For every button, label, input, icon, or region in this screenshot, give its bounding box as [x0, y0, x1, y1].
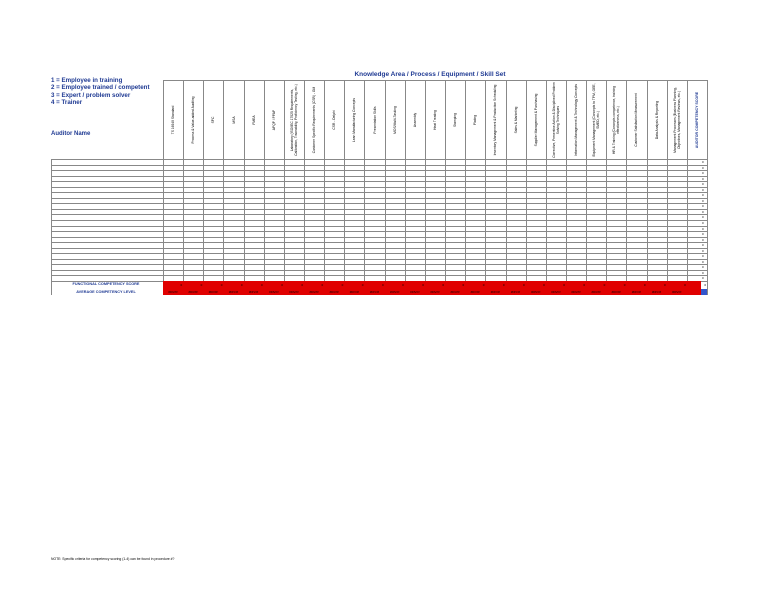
legend-line: 2 = Employee trained / competent	[51, 84, 150, 92]
functional-score-cell[interactable]: 0	[220, 283, 223, 287]
row-score-cell[interactable]: 0	[702, 237, 704, 242]
grid-line	[51, 220, 707, 221]
legend-line: 4 = Trainer	[51, 99, 83, 107]
row-score-cell[interactable]: 0	[702, 187, 704, 192]
column-header-label: Data Analysis & Reporting	[654, 100, 659, 139]
average-level-cell[interactable]: #DIV/0!	[208, 290, 219, 294]
row-score-cell[interactable]: 0	[702, 198, 704, 203]
competency-legend	[51, 77, 150, 107]
average-level-cell[interactable]: #DIV/0!	[289, 290, 299, 294]
column-header-label: Equipment Management (Concepts to TPM, OEE, SMED, etc.)	[592, 82, 601, 157]
average-level-cell[interactable]: #DIV/0!	[248, 290, 259, 294]
row-score-cell[interactable]: 0	[702, 193, 704, 198]
functional-score-cell[interactable]: 0	[583, 283, 586, 287]
column-header	[385, 80, 406, 159]
row-score-cell[interactable]: 0	[702, 209, 704, 214]
functional-score-cell[interactable]: 0	[442, 283, 445, 287]
grid-line	[51, 159, 707, 160]
grid-line	[51, 248, 707, 249]
grid-line	[51, 242, 707, 243]
grid-line	[707, 80, 708, 295]
average-level-cell[interactable]: #DIV/0!	[329, 290, 339, 294]
column-header	[203, 80, 224, 159]
grid-line	[51, 253, 707, 254]
functional-score-cell[interactable]: 0	[321, 283, 324, 287]
grid-line	[51, 165, 707, 166]
column-header-label: CSR - Delphi	[332, 109, 337, 130]
column-header	[566, 80, 587, 159]
grid-line	[51, 259, 707, 260]
functional-score-cell[interactable]: 0	[281, 283, 283, 287]
row-score-cell[interactable]: 0	[702, 182, 704, 187]
column-header-label: AUDITOR COMPETENCY SCORE	[695, 91, 700, 148]
column-header	[163, 80, 184, 159]
grid-line	[51, 231, 707, 232]
grid-line	[51, 214, 707, 215]
selected-cell[interactable]	[701, 289, 707, 295]
column-header-label: Corrective, Preventive Action & Disciplined Problem Solving Techniques	[552, 81, 560, 158]
average-level-cell[interactable]: #DIV/0!	[450, 290, 460, 294]
average-level-cell[interactable]: #DIV/0!	[309, 290, 319, 294]
average-level-cell[interactable]: #DIV/0!	[631, 290, 642, 294]
column-header	[405, 80, 426, 159]
grid-line	[163, 80, 707, 81]
column-header-label: Assembly	[412, 112, 417, 127]
column-header-label: Process & Value-added Auditing	[191, 95, 196, 144]
functional-score-label: FUNCTIONAL COMPETENCY SCORE	[72, 282, 140, 286]
row-score-cell[interactable]: 0	[702, 226, 704, 231]
row-score-cell[interactable]: 0	[702, 204, 704, 209]
column-header-label: APQP / PPAP	[271, 109, 276, 130]
column-header	[506, 80, 527, 159]
functional-score-cell[interactable]: 0	[482, 283, 485, 287]
grid-line	[51, 264, 707, 265]
column-header-label: MOS/Multi-Tasking	[392, 105, 397, 134]
column-header	[667, 80, 688, 159]
column-header-label: Customer Specific Requirements (CSR) - GM	[312, 86, 317, 153]
column-header	[546, 80, 567, 159]
average-level-cell[interactable]: #DIV/0!	[369, 290, 380, 294]
column-header-label: Sales & Marketing	[513, 106, 518, 133]
functional-score-cell[interactable]: 0	[462, 283, 465, 287]
legend-line: 3 = Expert / problem solver	[51, 91, 131, 99]
column-header	[445, 80, 466, 159]
column-header	[223, 80, 244, 159]
average-level-cell[interactable]: #DIV/0!	[349, 290, 360, 294]
column-header-label: Presentation Skills	[372, 105, 377, 134]
functional-score-cell[interactable]: 0	[341, 283, 344, 287]
average-level-cell[interactable]: #DIV/0!	[490, 290, 501, 294]
row-score-cell[interactable]: 0	[702, 254, 704, 259]
row-score-cell[interactable]: 0	[702, 221, 704, 225]
column-header	[264, 80, 285, 159]
grid-line	[51, 275, 707, 276]
average-level-cell[interactable]: #DIV/0!	[410, 290, 420, 294]
column-header-label: Lean Manufacturing Concepts	[352, 97, 357, 142]
functional-score-cell[interactable]: 0	[664, 283, 666, 287]
functional-score-cell[interactable]: 0	[522, 283, 525, 287]
functional-score-cell[interactable]: 0	[402, 283, 404, 287]
auditor-name-header: Auditor Name	[51, 131, 91, 137]
legend-line: 1 = Employee in training	[51, 77, 123, 84]
column-header-label: Information Management & Technology Concepts	[574, 83, 579, 156]
column-header-label: Plating	[473, 114, 478, 125]
grid-line	[51, 209, 707, 210]
area-title: Knowledge Area / Process / Equipment / Skill Set	[354, 71, 506, 78]
functional-score-cell[interactable]: 0	[684, 283, 686, 287]
column-header-label: FMEA	[251, 114, 256, 125]
average-level-label: AVERAGE COMPETENCY LEVEL	[76, 290, 136, 294]
column-header-label: Laboratory (ISO/IEC 17025 Requirements, Calibration, Traceability, Proficiency Testing, etc.)	[290, 83, 298, 156]
column-header-label: Heat Treating	[433, 109, 438, 130]
row-score-cell[interactable]: 0	[702, 160, 704, 164]
row-score-cell[interactable]: 0	[702, 171, 704, 176]
functional-score-cell[interactable]: 0	[180, 283, 183, 287]
functional-score-cell[interactable]: 0	[200, 283, 203, 287]
column-header	[526, 80, 547, 159]
column-header	[304, 80, 325, 159]
functional-score-cell[interactable]: 0	[301, 283, 304, 287]
average-level-cell[interactable]: #DIV/0!	[651, 290, 662, 294]
average-level-cell[interactable]: #DIV/0!	[672, 290, 682, 294]
average-level-cell[interactable]: #DIV/0!	[591, 290, 601, 294]
column-header-label: TS 16949 Standard	[171, 105, 176, 134]
functional-score-cell[interactable]: 0	[422, 283, 424, 287]
grid-line	[51, 181, 707, 182]
column-header-label: Inventory Management & Production Scheduling	[493, 84, 498, 155]
functional-score-cell[interactable]: 0	[361, 283, 364, 287]
row-score-cell[interactable]: 0	[702, 176, 704, 181]
column-header	[606, 80, 627, 159]
column-header	[425, 80, 446, 159]
average-level-cell[interactable]: #DIV/0!	[188, 290, 198, 294]
grid-line	[51, 198, 707, 199]
functional-score-cell[interactable]: 0	[563, 283, 565, 287]
functional-score-cell[interactable]: 0	[261, 283, 263, 287]
row-score-cell[interactable]: 0	[702, 232, 704, 237]
column-header	[465, 80, 486, 159]
row-score-cell[interactable]: 0	[702, 270, 704, 275]
average-level-cell[interactable]: #DIV/0!	[390, 290, 400, 294]
column-header	[324, 80, 345, 159]
average-level-cell[interactable]: #DIV/0!	[228, 290, 239, 294]
average-level-cell[interactable]: #DIV/0!	[611, 290, 621, 294]
average-level-cell[interactable]: #DIV/0!	[531, 290, 541, 294]
column-header	[344, 80, 365, 159]
average-level-cell[interactable]: #DIV/0!	[510, 290, 521, 294]
row-score-cell[interactable]: 0	[702, 248, 704, 253]
column-header	[364, 80, 385, 159]
functional-score-cell[interactable]: 0	[381, 283, 384, 287]
grid-line	[51, 203, 707, 204]
column-header-label: Supplier Management & Purchasing	[533, 93, 538, 146]
functional-score-cell[interactable]: 0	[623, 283, 626, 287]
column-header-label: Customer Satisfaction Measurement	[634, 92, 639, 147]
grid-line	[51, 170, 707, 171]
column-header-label: SPC	[211, 116, 216, 123]
column-header	[626, 80, 647, 159]
column-header	[485, 80, 506, 159]
column-header	[244, 80, 265, 159]
column-header-label: Stamping	[453, 112, 458, 127]
functional-score-cell[interactable]: 0	[643, 283, 646, 287]
row-score-cell[interactable]: 0	[702, 276, 704, 281]
row-score-cell[interactable]: 0	[702, 265, 704, 270]
column-header	[647, 80, 668, 159]
row-score-cell[interactable]: 0	[702, 215, 704, 220]
scoring-note: NOTE: Specific criteria for competency scoring (1-4) can be found in procedure #?	[51, 557, 175, 561]
grid-line	[51, 192, 707, 193]
grid-line	[51, 270, 707, 271]
grid-line	[51, 187, 707, 188]
average-level-cell[interactable]: #DIV/0!	[269, 290, 279, 294]
grid-line	[51, 176, 707, 177]
grid-line	[51, 226, 707, 227]
column-header-label: MSA	[231, 115, 236, 124]
row-score-cell[interactable]: 0	[702, 165, 704, 170]
average-level-cell[interactable]: #DIV/0!	[551, 290, 561, 294]
functional-score-cell[interactable]: 0	[240, 283, 243, 287]
average-level-cell[interactable]: #DIV/0!	[430, 290, 440, 294]
average-level-cell[interactable]: #DIV/0!	[470, 290, 480, 294]
grid-line	[51, 237, 707, 238]
functional-score-cell[interactable]: 0	[603, 283, 606, 287]
row-score-cell[interactable]: 0	[702, 259, 704, 264]
column-header-label: HR & Training (Concepts competence, training effectiveness, etc.)	[612, 85, 621, 154]
functional-score-cell[interactable]: 0	[704, 283, 706, 287]
column-header	[586, 80, 607, 159]
average-level-cell[interactable]: #DIV/0!	[168, 290, 178, 294]
row-score-cell[interactable]: 0	[702, 243, 704, 248]
column-header	[687, 80, 708, 159]
column-header-label: Management Processes (Business Planning, Objectives, Management Reviews, etc.)	[672, 86, 681, 153]
functional-score-cell[interactable]: 0	[502, 283, 505, 287]
average-level-cell[interactable]: #DIV/0!	[571, 290, 581, 294]
functional-score-cell[interactable]: 0	[543, 283, 545, 287]
column-header	[183, 80, 204, 159]
column-header	[284, 80, 305, 159]
